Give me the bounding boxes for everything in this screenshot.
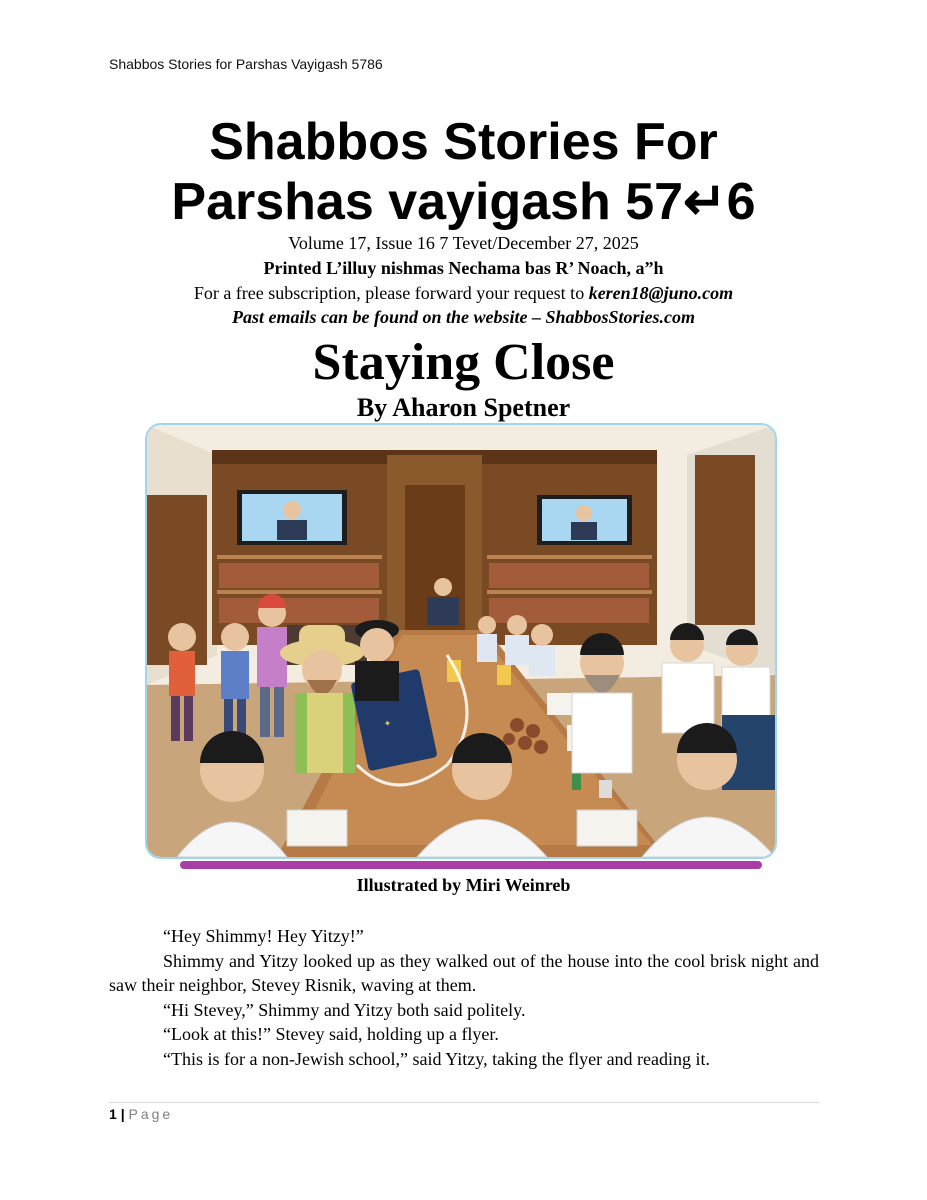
story-paragraph: “Hey Shimmy! Hey Yitzy!”: [163, 926, 364, 946]
subscription-line: [0, 283, 927, 304]
story-paragraph: “This is for a non-Jewish school,” said Yitzy, taking the flyer and reading it.: [163, 1048, 711, 1069]
svg-text:✦: ✦: [382, 717, 393, 730]
story-byline: By Aharon Spetner: [356, 393, 571, 422]
page-number: 1: [109, 1106, 117, 1122]
page-footer: [109, 1106, 173, 1122]
newsletter-title: [0, 112, 927, 232]
beis-medrash-illustration: [147, 425, 775, 857]
dedication-line: Printed L’illuy nishmas Nechama bas R’ Noach, a”h: [263, 258, 664, 278]
story-paragraph: “Look at this!” Stevey said, holding up a flyer.: [163, 1024, 499, 1044]
footer-separator: |: [120, 1106, 125, 1122]
newsletter-title-line1: Shabbos Stories For: [209, 113, 718, 171]
story-body: [109, 924, 819, 1071]
footer-divider: [109, 1102, 819, 1103]
newsletter-title-line2: Parshas vayigash 57↵6: [171, 173, 756, 231]
story-paragraph: Shimmy and Yitzy looked up as they walked out of the house into the cool brisk night and saw their neighbor, Stevey Risnik, waving at them.: [109, 950, 819, 995]
story-illustration: [145, 423, 777, 859]
past-emails-line: Past emails can be found on the website – ShabbosStories.com: [231, 307, 696, 327]
story-paragraph: “Hi Stevey,” Shimmy and Yitzy both said politely.: [163, 999, 526, 1020]
story-title: Staying Close: [312, 334, 615, 391]
volume-line: Volume 17, Issue 16 7 Tevet/December 27, 2025: [288, 233, 639, 253]
running-header: Shabbos Stories for Parshas Vayigash 5786: [109, 56, 383, 72]
illustration-accent-bar: [180, 861, 762, 869]
subscription-text: For a free subscription, please forward your request to: [193, 283, 589, 303]
subscription-email-link[interactable]: keren18@juno.com: [588, 283, 734, 303]
illustration-credit: Illustrated by Miri Weinreb: [356, 875, 571, 895]
page-word: Page: [128, 1106, 174, 1122]
